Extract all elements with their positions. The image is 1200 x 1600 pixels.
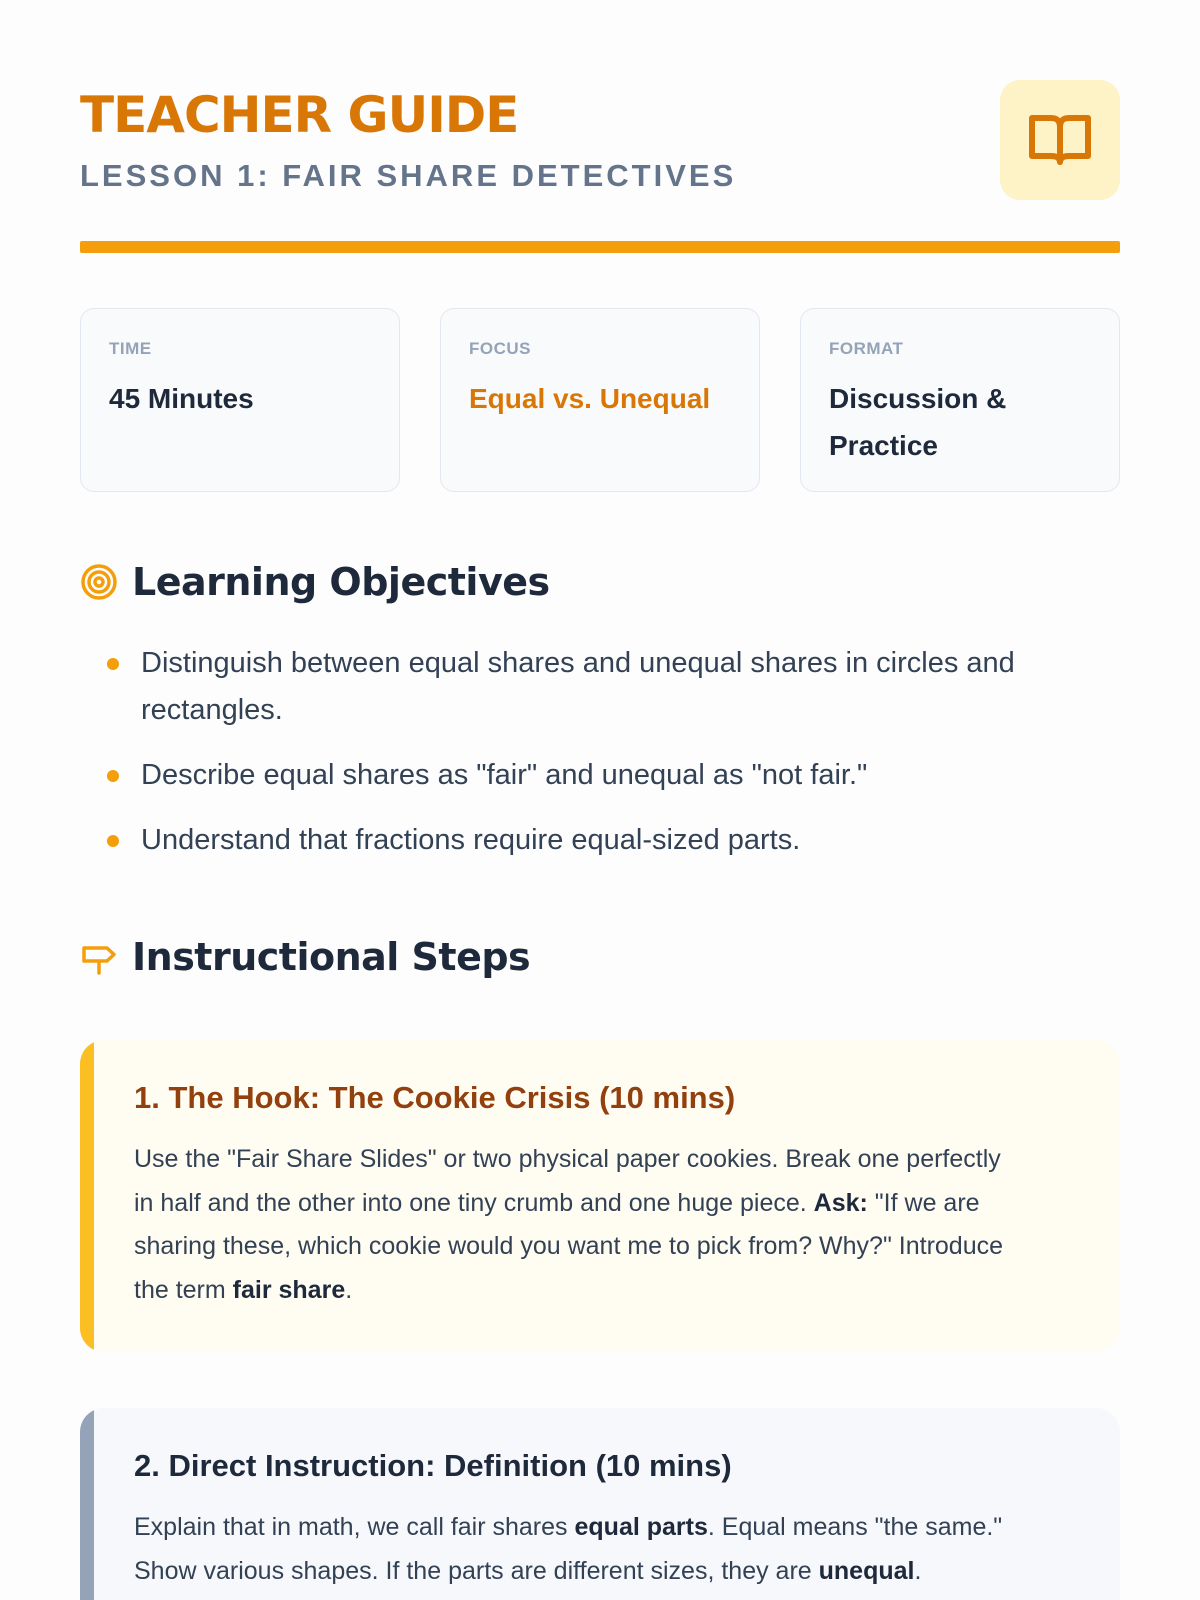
- list-item: [105, 817, 1085, 864]
- list-item-text: Describe equal shares as "fair" and unequal as "not fair.": [141, 759, 868, 791]
- step-text: in half and the other into one tiny crumb and one huge piece.: [134, 1188, 807, 1217]
- step-text: sharing these, which cookie would you want me to pick from? Why?" Introduce: [134, 1232, 1004, 1260]
- step-text: .: [914, 1556, 922, 1585]
- list-item-text: Understand that fractions require equal-sized parts.: [141, 824, 801, 856]
- step-card-direct-instruction: [80, 1408, 1120, 1600]
- bullet-dot: [107, 658, 119, 670]
- meta-label: TIME: [109, 339, 152, 358]
- lesson-subtitle: LESSON 1: FAIR SHARE DETECTIVES: [80, 158, 737, 193]
- meta-card-time: [80, 308, 400, 492]
- step-card-hook: [80, 1040, 1120, 1352]
- step-body: [134, 1138, 1068, 1312]
- meta-value: 45 Minutes: [109, 383, 254, 414]
- meta-label: FORMAT: [829, 339, 904, 358]
- step-emphasis: equal parts: [574, 1513, 708, 1541]
- section-title: Learning Objectives: [132, 560, 550, 604]
- step-emphasis: Ask:: [813, 1188, 868, 1217]
- bullet-dot: [107, 835, 119, 847]
- list-item: [105, 752, 1085, 799]
- step-emphasis: fair share: [232, 1275, 346, 1304]
- meta-card-focus: [440, 308, 760, 492]
- book-open-icon: [1027, 110, 1093, 170]
- section-title: Instructional Steps: [132, 935, 531, 979]
- meta-label: FOCUS: [469, 339, 531, 358]
- lesson-meta: [80, 308, 1120, 492]
- step-title: 2. Direct Instruction: Definition (10 mins): [134, 1448, 732, 1483]
- objectives-list: [105, 640, 1085, 882]
- page-title: TEACHER GUIDE: [80, 86, 519, 144]
- book-badge: [1000, 80, 1120, 200]
- meta-value-line: Practice: [829, 430, 938, 461]
- step-text: Show various shapes. If the parts are different sizes, they are: [134, 1556, 812, 1585]
- step-body: [134, 1506, 1068, 1593]
- list-item-text: Distinguish between equal shares and unequal shares in circles and: [141, 647, 1015, 679]
- guide-header: [80, 78, 1120, 202]
- step-text: . Equal means "the same.": [707, 1513, 1003, 1541]
- bullet-dot: [107, 770, 119, 782]
- step-text: .: [345, 1275, 353, 1304]
- section-steps-heading: [80, 935, 530, 979]
- target-icon: [80, 563, 118, 601]
- list-item: [105, 640, 1085, 734]
- meta-card-format: [800, 308, 1120, 492]
- step-title: 1. The Hook: The Cookie Crisis (10 mins): [134, 1080, 736, 1115]
- meta-value: [829, 375, 1091, 469]
- list-item-text: rectangles.: [141, 694, 283, 726]
- step-emphasis: unequal: [818, 1556, 915, 1585]
- signpost-icon: [80, 938, 118, 976]
- step-text: Explain that in math, we call fair shares: [134, 1513, 568, 1541]
- step-text: the term: [134, 1275, 226, 1304]
- meta-value-line: Discussion &: [829, 383, 1007, 414]
- step-text: Use the "Fair Share Slides" or two physical paper cookies. Break one perfectly: [134, 1145, 1001, 1173]
- meta-value: Equal vs. Unequal: [469, 383, 711, 414]
- section-objectives-heading: [80, 560, 550, 604]
- header-divider: [80, 241, 1120, 253]
- step-text: "If we are: [874, 1188, 980, 1217]
